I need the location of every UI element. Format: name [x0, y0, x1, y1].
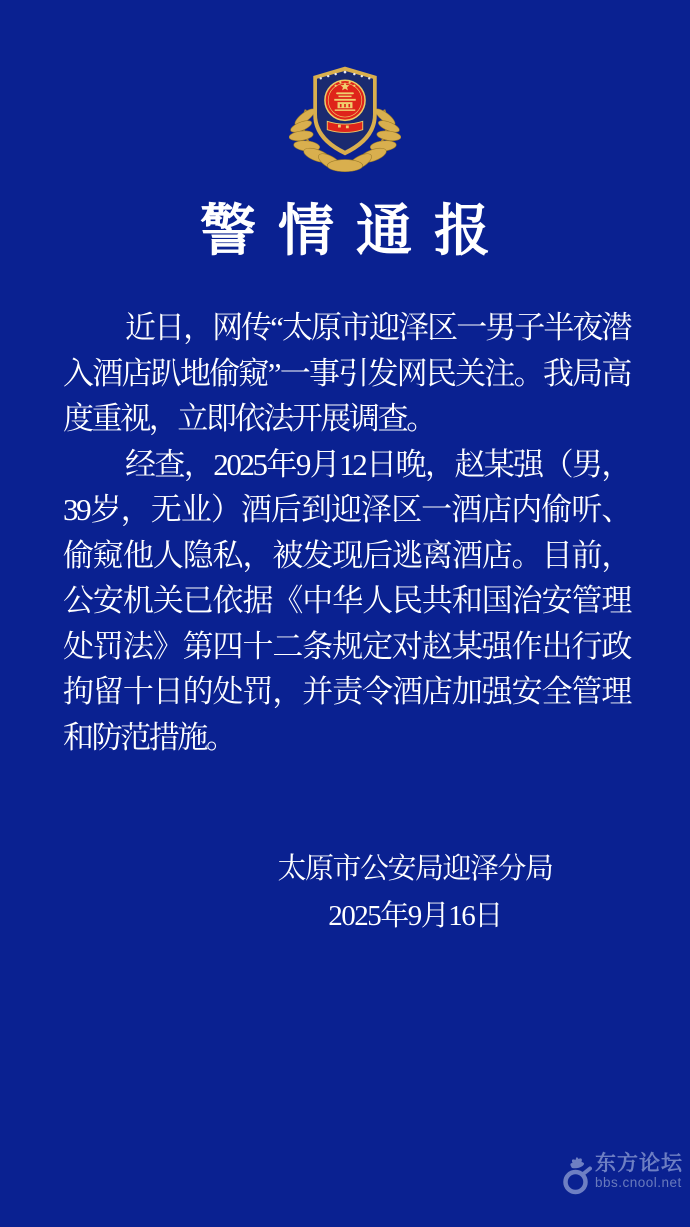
signature-block [140, 846, 690, 940]
notice-title: 警情通报 [200, 201, 512, 263]
issuing-agency: 太原市公安局迎泽分局 [277, 853, 553, 885]
rooster-icon [562, 1155, 592, 1197]
badge-container [0, 0, 690, 174]
watermark-site-name: 东方论坛 [595, 1152, 683, 1175]
watermark-site-url: bbs.cnool.net [595, 1175, 682, 1190]
forum-watermark [562, 1153, 683, 1197]
body-paragraph-2: 经查，2025年9月12日晚，赵某强（男，39岁，无业）酒后到迎泽区一酒店内偷听、偷窥他人隐私，被发现后逃离酒店。目前，公安机关已依据《中华人民共和国治安管理处罚法》第四十二条规定对赵某强作出行政拘留十日的处罚，并责令酒店加强安全管理和防范措施。 [63, 446, 630, 755]
police-badge-icon [289, 62, 401, 174]
notice-body [0, 305, 690, 760]
issue-date: 2025年9月16日 [328, 900, 502, 932]
body-paragraph-1: 近日，网传“太原市迎泽区一男子半夜潜入酒店趴地偷窥”一事引发网民关注。我局高度重视，立即依法开展调查。 [63, 310, 630, 436]
watermark-text [595, 1153, 683, 1190]
